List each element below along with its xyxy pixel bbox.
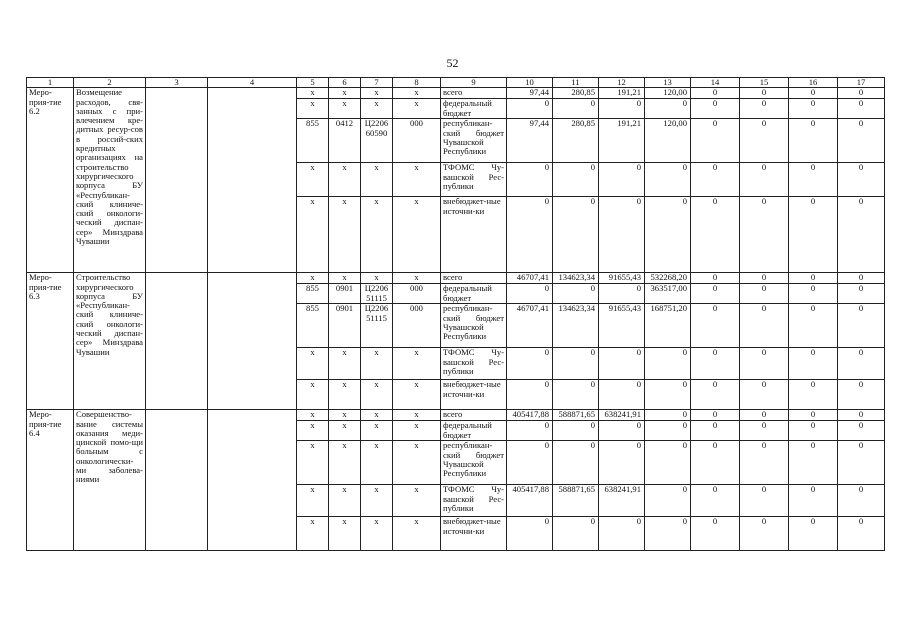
amount-cell: 0 [740,517,789,551]
amount-cell: 0 [599,517,645,551]
header-cell: 7 [361,78,393,88]
header-cell: 3 [146,78,208,88]
amount-cell: 0 [553,197,599,273]
amount-cell: 0 [838,421,885,441]
header-cell: 16 [789,78,838,88]
amount-cell: 0 [740,410,789,421]
code-cell: x [361,380,393,410]
amount-cell: 97,44 [507,88,553,99]
code-cell: x [329,163,361,197]
code-cell: 855 [297,304,329,348]
amount-cell: 0 [740,485,789,517]
code-cell: x [329,517,361,551]
code-cell: x [297,163,329,197]
amount-cell: 588871,65 [553,485,599,517]
amount-cell: 0 [789,119,838,163]
code-cell: 0412 [329,119,361,163]
amount-cell: 0 [691,99,740,119]
amount-cell: 0 [553,421,599,441]
description-cell: Совершенство-вание системы оказания меди-цинской помо-щи больным с онкологически-ми заболева-ниями [74,410,146,551]
amount-cell: 0 [553,99,599,119]
code-cell: x [297,421,329,441]
measure-cell: Меро-прия-тие 6.2 [27,88,74,273]
code-cell: x [393,517,441,551]
amount-cell: 0 [838,273,885,284]
amount-cell: 91655,43 [599,304,645,348]
amount-cell: 0 [599,197,645,273]
measure-cell: Меро-прия-тие 6.4 [27,410,74,551]
amount-cell: 0 [740,197,789,273]
amount-cell: 0 [789,485,838,517]
amount-cell: 191,21 [599,119,645,163]
amount-cell: 638241,91 [599,485,645,517]
amount-cell: 0 [645,421,691,441]
code-cell: x [329,441,361,485]
amount-cell: 0 [789,284,838,304]
amount-cell: 0 [789,163,838,197]
amount-cell: 0 [838,348,885,380]
header-cell: 5 [297,78,329,88]
amount-cell: 0 [507,197,553,273]
empty-cell [208,273,297,410]
amount-cell: 0 [645,197,691,273]
amount-cell: 0 [740,99,789,119]
source-cell: федеральный бюджет [441,99,507,119]
amount-cell: 280,85 [553,119,599,163]
amount-cell: 0 [645,163,691,197]
code-cell: x [297,99,329,119]
amount-cell: 0 [789,517,838,551]
code-cell: x [297,485,329,517]
amount-cell: 0 [789,410,838,421]
amount-cell: 0 [507,99,553,119]
amount-cell: 0 [599,284,645,304]
table-row [27,88,885,99]
description-cell: Возмещение расходов, свя-занных с при-влечением кре-дитных ресур-сов в россий-ских кредитных организациях на строительство хирургического корпуса БУ «Республикан-ский клиниче-ский онкологи-ческий диспан-сер» Минздрава Чувашии [74,88,146,273]
source-cell: ТФОМС Чу-вашской Рес-публики [441,348,507,380]
source-cell: внебюджет-ные источни-ки [441,517,507,551]
amount-cell: 97,44 [507,119,553,163]
code-cell: x [393,273,441,284]
amount-cell: 0 [740,273,789,284]
amount-cell: 0 [789,348,838,380]
amount-cell: 0 [789,88,838,99]
source-cell: республикан-ский бюджет Чувашской Республики [441,441,507,485]
amount-cell: 0 [740,304,789,348]
amount-cell: 0 [691,485,740,517]
description-cell: Строительство хирургического корпуса БУ «Республикан-ский клиниче-ский онкологи-ческий диспан-сер» Минздрава Чувашии [74,273,146,410]
amount-cell: 0 [789,273,838,284]
amount-cell: 0 [789,441,838,485]
amount-cell: 0 [507,348,553,380]
header-cell: 17 [838,78,885,88]
header-cell: 2 [74,78,146,88]
amount-cell: 134623,34 [553,304,599,348]
amount-cell: 0 [645,380,691,410]
measure-cell: Меро-прия-тие 6.3 [27,273,74,410]
amount-cell: 0 [691,197,740,273]
source-cell: республикан-ский бюджет Чувашской Республики [441,119,507,163]
amount-cell: 0 [838,517,885,551]
amount-cell: 363517,00 [645,284,691,304]
code-cell: x [329,380,361,410]
amount-cell: 0 [645,99,691,119]
amount-cell: 280,85 [553,88,599,99]
code-cell: x [361,517,393,551]
code-cell: x [329,421,361,441]
amount-cell: 0 [838,441,885,485]
amount-cell: 0 [789,197,838,273]
code-cell: x [393,348,441,380]
code-cell: x [393,485,441,517]
code-cell: 855 [297,119,329,163]
code-cell: Ц2206 51115 [361,284,393,304]
amount-cell: 588871,65 [553,410,599,421]
header-row [27,78,885,88]
amount-cell: 0 [691,348,740,380]
code-cell: x [393,197,441,273]
source-cell: всего [441,410,507,421]
code-cell: x [393,380,441,410]
code-cell: 0901 [329,304,361,348]
table-row [27,410,885,421]
source-cell: всего [441,88,507,99]
amount-cell: 532268,20 [645,273,691,284]
amount-cell: 0 [599,421,645,441]
code-cell: x [297,380,329,410]
amount-cell: 0 [645,485,691,517]
amount-cell: 0 [838,304,885,348]
code-cell: x [329,88,361,99]
amount-cell: 0 [691,421,740,441]
amount-cell: 0 [507,421,553,441]
empty-cell [146,273,208,410]
source-cell: федеральный бюджет [441,284,507,304]
code-cell: x [329,348,361,380]
amount-cell: 0 [740,441,789,485]
source-cell: внебюджет-ные источни-ки [441,380,507,410]
amount-cell: 120,00 [645,88,691,99]
code-cell: 0901 [329,284,361,304]
source-cell: федеральный бюджет [441,421,507,441]
code-cell: x [361,441,393,485]
amount-cell: 0 [691,410,740,421]
amount-cell: 0 [789,380,838,410]
code-cell: x [393,441,441,485]
source-cell: ТФОМС Чу-вашской Рес-публики [441,485,507,517]
empty-cell [146,410,208,551]
header-cell: 10 [507,78,553,88]
header-cell: 12 [599,78,645,88]
amount-cell: 0 [507,380,553,410]
code-cell: x [393,163,441,197]
amount-cell: 0 [553,441,599,485]
table-body [27,78,885,551]
table-row [27,273,885,284]
code-cell: x [297,517,329,551]
header-cell: 13 [645,78,691,88]
header-cell: 9 [441,78,507,88]
amount-cell: 46707,41 [507,273,553,284]
code-cell: x [361,273,393,284]
amount-cell: 0 [691,273,740,284]
amount-cell: 0 [553,517,599,551]
amount-cell: 0 [691,441,740,485]
amount-cell: 0 [691,163,740,197]
amount-cell: 0 [599,380,645,410]
code-cell: Ц2206 60590 [361,119,393,163]
amount-cell: 0 [645,517,691,551]
code-cell: Ц2206 51115 [361,304,393,348]
amount-cell: 0 [553,163,599,197]
code-cell: x [393,88,441,99]
amount-cell: 0 [838,284,885,304]
header-cell: 6 [329,78,361,88]
amount-cell: 0 [838,99,885,119]
code-cell: x [361,421,393,441]
amount-cell: 168751,20 [645,304,691,348]
code-cell: x [297,441,329,485]
page-number: 52 [446,56,459,70]
amount-cell: 0 [691,119,740,163]
empty-cell [208,88,297,273]
source-cell: внебюджет-ные источни-ки [441,197,507,273]
amount-cell: 0 [789,99,838,119]
header-cell: 4 [208,78,297,88]
code-cell: x [393,99,441,119]
amount-cell: 0 [838,485,885,517]
code-cell: x [297,348,329,380]
amount-cell: 638241,91 [599,410,645,421]
amount-cell: 191,21 [599,88,645,99]
amount-cell: 0 [691,284,740,304]
code-cell: x [361,197,393,273]
source-cell: ТФОМС Чу-вашской Рес-публики [441,163,507,197]
code-cell: 000 [393,284,441,304]
code-cell: x [297,410,329,421]
code-cell: 000 [393,304,441,348]
empty-cell [146,88,208,273]
code-cell: 855 [297,284,329,304]
header-cell: 8 [393,78,441,88]
amount-cell: 0 [740,421,789,441]
amount-cell: 0 [599,163,645,197]
amount-cell: 0 [691,304,740,348]
amount-cell: 0 [838,88,885,99]
amount-cell: 0 [789,304,838,348]
amount-cell: 0 [645,441,691,485]
amount-cell: 0 [691,517,740,551]
code-cell: x [297,88,329,99]
amount-cell: 0 [553,348,599,380]
code-cell: x [393,421,441,441]
amount-cell: 0 [740,88,789,99]
code-cell: x [329,99,361,119]
amount-cell: 0 [553,284,599,304]
amount-cell: 0 [838,197,885,273]
amount-cell: 0 [599,99,645,119]
code-cell: x [329,273,361,284]
amount-cell: 0 [645,410,691,421]
code-cell: x [297,197,329,273]
code-cell: x [393,410,441,421]
amount-cell: 0 [838,163,885,197]
source-cell: всего [441,273,507,284]
code-cell: x [361,485,393,517]
code-cell: x [329,197,361,273]
code-cell: x [329,410,361,421]
amount-cell: 0 [599,348,645,380]
amount-cell: 134623,34 [553,273,599,284]
source-cell: республикан-ский бюджет Чувашской Республики [441,304,507,348]
amount-cell: 0 [740,119,789,163]
amount-cell: 0 [740,163,789,197]
budget-table [26,77,885,551]
amount-cell: 0 [691,88,740,99]
code-cell: x [361,88,393,99]
amount-cell: 0 [645,348,691,380]
amount-cell: 0 [507,284,553,304]
amount-cell: 0 [789,421,838,441]
amount-cell: 0 [740,284,789,304]
amount-cell: 0 [507,163,553,197]
amount-cell: 0 [507,441,553,485]
amount-cell: 405417,88 [507,410,553,421]
code-cell: x [297,273,329,284]
amount-cell: 405417,88 [507,485,553,517]
amount-cell: 46707,41 [507,304,553,348]
amount-cell: 0 [740,348,789,380]
amount-cell: 0 [599,441,645,485]
header-cell: 11 [553,78,599,88]
header-cell: 1 [27,78,74,88]
code-cell: x [361,163,393,197]
header-cell: 15 [740,78,789,88]
code-cell: 000 [393,119,441,163]
code-cell: x [361,99,393,119]
code-cell: x [361,348,393,380]
amount-cell: 0 [507,517,553,551]
header-cell: 14 [691,78,740,88]
amount-cell: 0 [838,119,885,163]
amount-cell: 0 [553,380,599,410]
amount-cell: 0 [838,380,885,410]
empty-cell [208,410,297,551]
amount-cell: 91655,43 [599,273,645,284]
amount-cell: 0 [691,380,740,410]
amount-cell: 0 [838,410,885,421]
code-cell: x [361,410,393,421]
amount-cell: 0 [740,380,789,410]
code-cell: x [329,485,361,517]
amount-cell: 120,00 [645,119,691,163]
